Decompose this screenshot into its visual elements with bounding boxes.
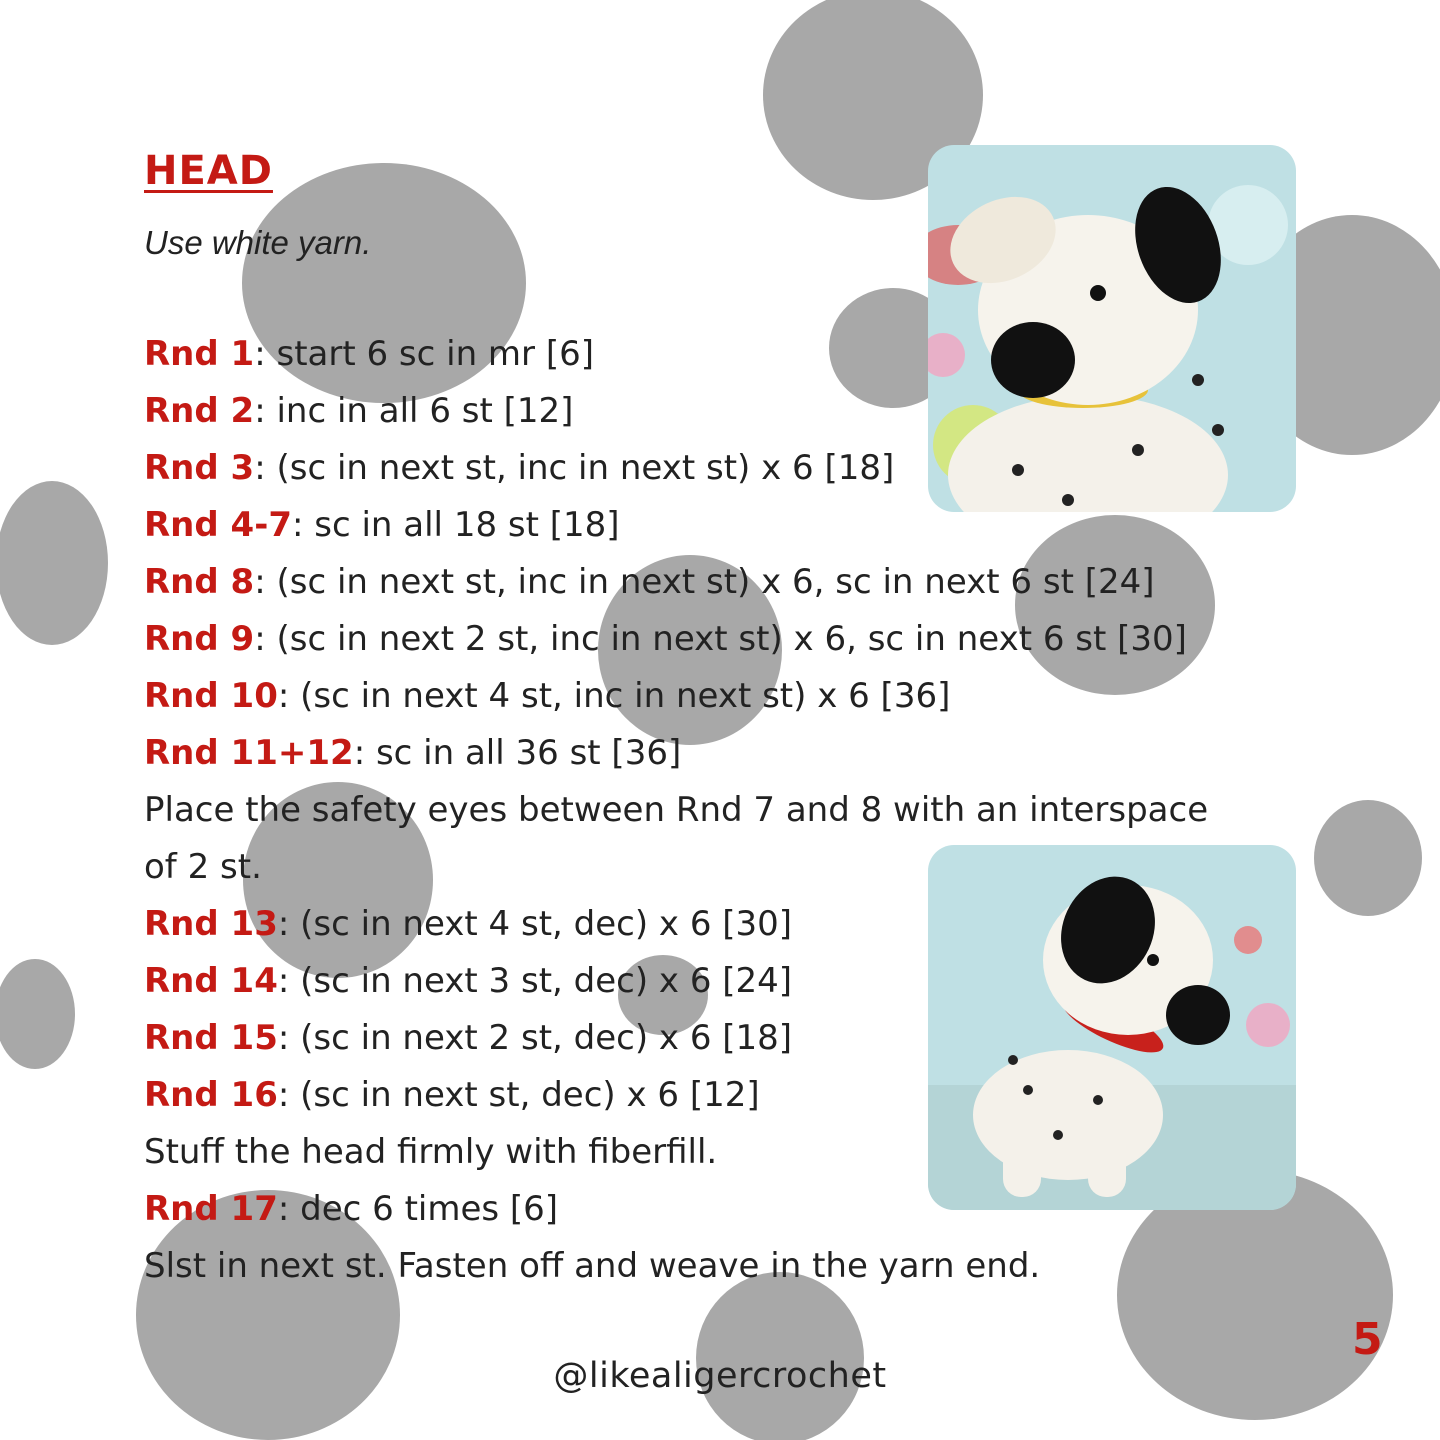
instruction-text: : sc in all 18 st [18] [292, 505, 620, 545]
instruction-text: Slst in next st. Fasten off and weave in the yarn end. [144, 1246, 1041, 1286]
instruction-line [144, 1124, 1294, 1181]
instruction-text: Place the safety eyes between Rnd 7 and 8 with an interspace [144, 790, 1209, 830]
instruction-text: : (sc in next 4 st, dec) x 6 [30] [277, 904, 793, 944]
instruction-text: : (sc in next 2 st, dec) x 6 [18] [277, 1018, 793, 1058]
round-label: Rnd 4-7 [144, 505, 292, 545]
instruction-line [144, 1010, 1294, 1067]
page-number: 5 [1352, 1314, 1383, 1365]
instruction-line [144, 782, 1294, 839]
instruction-text: Stuff the head firmly with fiberfill. [144, 1132, 718, 1172]
round-label: Rnd 2 [144, 391, 255, 431]
instruction-text: : (sc in next 2 st, inc in next st) x 6, sc in next 6 st [30] [254, 619, 1187, 659]
instruction-line [144, 896, 1294, 953]
round-label: Rnd 11+12 [144, 733, 354, 773]
yarn-instruction: Use white yarn. [144, 224, 372, 261]
instruction-text: : (sc in next st, dec) x 6 [12] [277, 1075, 760, 1115]
instruction-line [144, 326, 1294, 383]
instruction-line [144, 1238, 1294, 1295]
round-label: Rnd 16 [144, 1075, 278, 1115]
round-label: Rnd 10 [144, 676, 278, 716]
spot [0, 481, 108, 645]
round-label: Rnd 3 [144, 448, 255, 488]
instruction-line [144, 1067, 1294, 1124]
instruction-text: : sc in all 36 st [36] [353, 733, 682, 773]
instruction-text: : start 6 sc in mr [6] [254, 334, 595, 374]
instruction-text: of 2 st. [144, 847, 262, 887]
instruction-text: : (sc in next st, inc in next st) x 6 [18] [254, 448, 895, 488]
instruction-text: : inc in all 6 st [12] [254, 391, 574, 431]
instruction-text: : (sc in next 3 st, dec) x 6 [24] [277, 961, 793, 1001]
instagram-handle: @likealigercrochet [553, 1356, 887, 1396]
spot [0, 959, 75, 1069]
instruction-text: : (sc in next st, inc in next st) x 6, sc in next 6 st [24] [254, 562, 1155, 602]
round-label: Rnd 9 [144, 619, 255, 659]
round-label: Rnd 1 [144, 334, 255, 374]
instruction-line [144, 1181, 1294, 1238]
round-label: Rnd 13 [144, 904, 278, 944]
round-label: Rnd 15 [144, 1018, 278, 1058]
section-title: HEAD [144, 148, 273, 194]
round-label: Rnd 17 [144, 1189, 278, 1229]
spot [1314, 800, 1422, 916]
instruction-line [144, 953, 1294, 1010]
instruction-line [144, 440, 1294, 497]
round-instructions [144, 326, 1294, 1295]
instruction-line [144, 668, 1294, 725]
instruction-line [144, 497, 1294, 554]
instruction-text: : (sc in next 4 st, inc in next st) x 6 [36] [277, 676, 951, 716]
instruction-line [144, 725, 1294, 782]
instruction-line [144, 611, 1294, 668]
round-label: Rnd 8 [144, 562, 255, 602]
instruction-line [144, 839, 1294, 896]
round-label: Rnd 14 [144, 961, 278, 1001]
instruction-line [144, 554, 1294, 611]
instruction-text: : dec 6 times [6] [277, 1189, 559, 1229]
instruction-line [144, 383, 1294, 440]
